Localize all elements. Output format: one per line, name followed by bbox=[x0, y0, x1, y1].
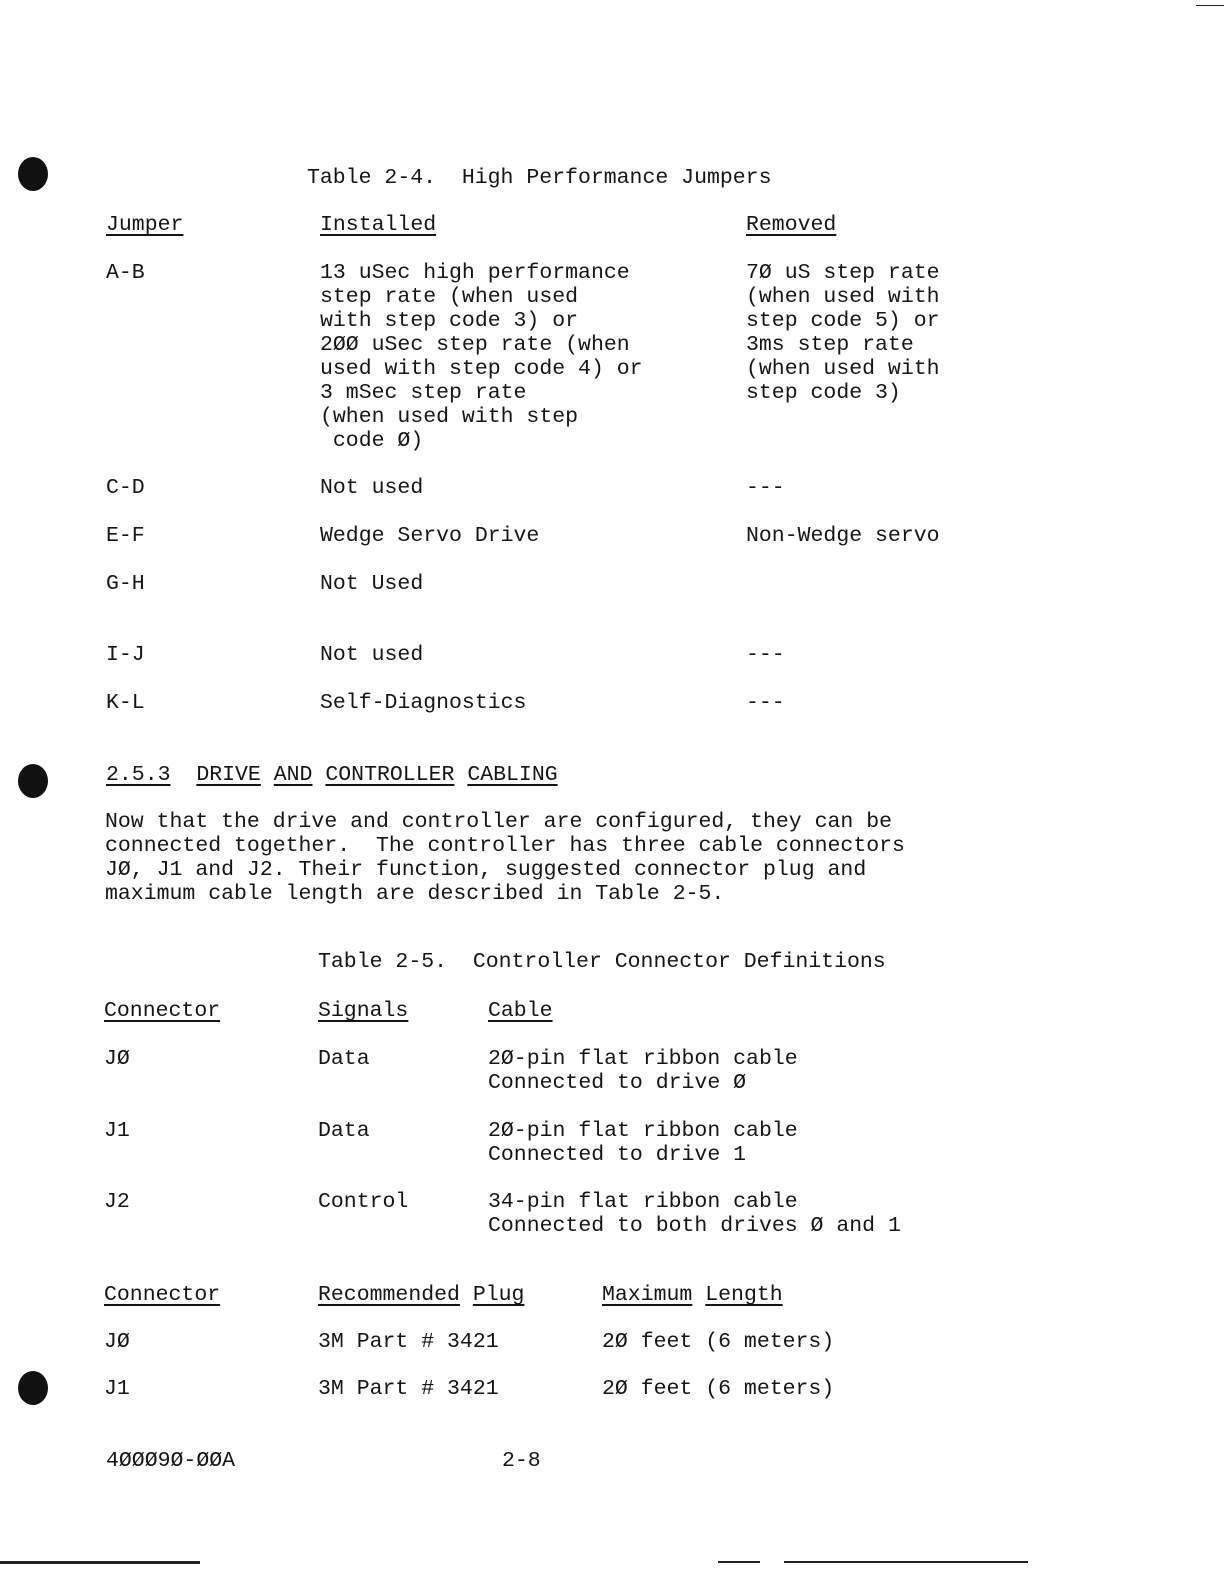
cable-cell: 34-pin flat ribbon cable Connected to both drives Ø and 1 bbox=[488, 1190, 901, 1238]
installed-cell: 13 uSec high performance step rate (when used with step code 3) or 2ØØ uSec step rate (when used with step code 4) or 3 mSec step rate (when used with step code Ø) bbox=[320, 261, 643, 453]
column-header-cable: Cable bbox=[488, 999, 553, 1023]
column-header-installed: Installed bbox=[320, 213, 437, 237]
section-body-paragraph: Now that the drive and controller are configured, they can be connected together. The controller has three cable connectors JØ, J1 and J2. Their function, suggested connector plug and maximum cable length are described in Table 2-5. bbox=[105, 810, 905, 906]
document-number: 4ØØØ9Ø-ØØA bbox=[106, 1449, 236, 1473]
removed-cell: --- bbox=[746, 643, 785, 667]
column-header-connector: Connector bbox=[104, 1283, 221, 1307]
connector-cell: JØ bbox=[104, 1330, 130, 1354]
signals-cell: Control bbox=[318, 1190, 409, 1214]
plug-cell: 3M Part # 3421 bbox=[318, 1330, 499, 1354]
table-title: Table 2-5. Controller Connector Definitions bbox=[318, 950, 886, 974]
jumper-cell: G-H bbox=[106, 572, 145, 596]
page-number: 2-8 bbox=[502, 1449, 541, 1473]
cable-cell: 2Ø-pin flat ribbon cable Connected to drive 1 bbox=[488, 1119, 798, 1167]
removed-cell: 7Ø uS step rate (when used with step code 5) or 3ms step rate (when used with step code 3) bbox=[746, 261, 940, 405]
connector-cell: J1 bbox=[104, 1377, 130, 1401]
jumper-cell: C-D bbox=[106, 476, 145, 500]
jumper-cell: E-F bbox=[106, 524, 145, 548]
header-word: Plug bbox=[472, 1283, 525, 1307]
section-number: 2.5.3 bbox=[106, 763, 171, 787]
scan-edge-line-corner bbox=[1196, 5, 1224, 6]
table-title: Table 2-4. High Performance Jumpers bbox=[307, 166, 772, 190]
connector-cell: J1 bbox=[104, 1119, 130, 1143]
column-header-jumper: Jumper bbox=[106, 213, 184, 237]
removed-cell: --- bbox=[746, 476, 785, 500]
section-title-word: DRIVE bbox=[196, 763, 261, 787]
scan-edge-line-mid bbox=[718, 1561, 760, 1563]
jumper-cell: I-J bbox=[106, 643, 145, 667]
plug-cell: 3M Part # 3421 bbox=[318, 1377, 499, 1401]
length-cell: 2Ø feet (6 meters) bbox=[602, 1330, 835, 1354]
length-cell: 2Ø feet (6 meters) bbox=[602, 1377, 835, 1401]
header-word: Maximum bbox=[602, 1283, 693, 1307]
installed-cell: Wedge Servo Drive bbox=[320, 524, 540, 548]
column-header-maximum-length bbox=[602, 1283, 783, 1307]
header-word: Length bbox=[705, 1283, 783, 1307]
scan-edge-line-left bbox=[0, 1561, 200, 1564]
installed-cell: Self-Diagnostics bbox=[320, 691, 527, 715]
section-heading bbox=[106, 763, 558, 787]
section-title-word: CABLING bbox=[467, 763, 558, 787]
cable-cell: 2Ø-pin flat ribbon cable Connected to drive Ø bbox=[488, 1047, 798, 1095]
column-header-signals: Signals bbox=[318, 999, 409, 1023]
punch-hole-middle bbox=[18, 764, 48, 798]
signals-cell: Data bbox=[318, 1047, 370, 1071]
section-title-word: AND bbox=[273, 763, 313, 787]
column-header-recommended-plug bbox=[318, 1283, 524, 1307]
removed-cell: --- bbox=[746, 691, 785, 715]
column-header-connector: Connector bbox=[104, 999, 221, 1023]
punch-hole-bottom bbox=[18, 1371, 48, 1405]
connector-cell: J2 bbox=[104, 1190, 130, 1214]
column-header-removed: Removed bbox=[746, 213, 837, 237]
header-word: Recommended bbox=[318, 1283, 460, 1307]
installed-cell: Not used bbox=[320, 643, 424, 667]
installed-cell: Not Used bbox=[320, 572, 424, 596]
jumper-cell: A-B bbox=[106, 261, 145, 285]
section-title-word: CONTROLLER bbox=[325, 763, 455, 787]
connector-cell: JØ bbox=[104, 1047, 130, 1071]
installed-cell: Not used bbox=[320, 476, 424, 500]
removed-cell: Non-Wedge servo bbox=[746, 524, 940, 548]
scan-edge-line-right bbox=[784, 1561, 1028, 1563]
jumper-cell: K-L bbox=[106, 691, 145, 715]
signals-cell: Data bbox=[318, 1119, 370, 1143]
punch-hole-top bbox=[18, 157, 48, 191]
